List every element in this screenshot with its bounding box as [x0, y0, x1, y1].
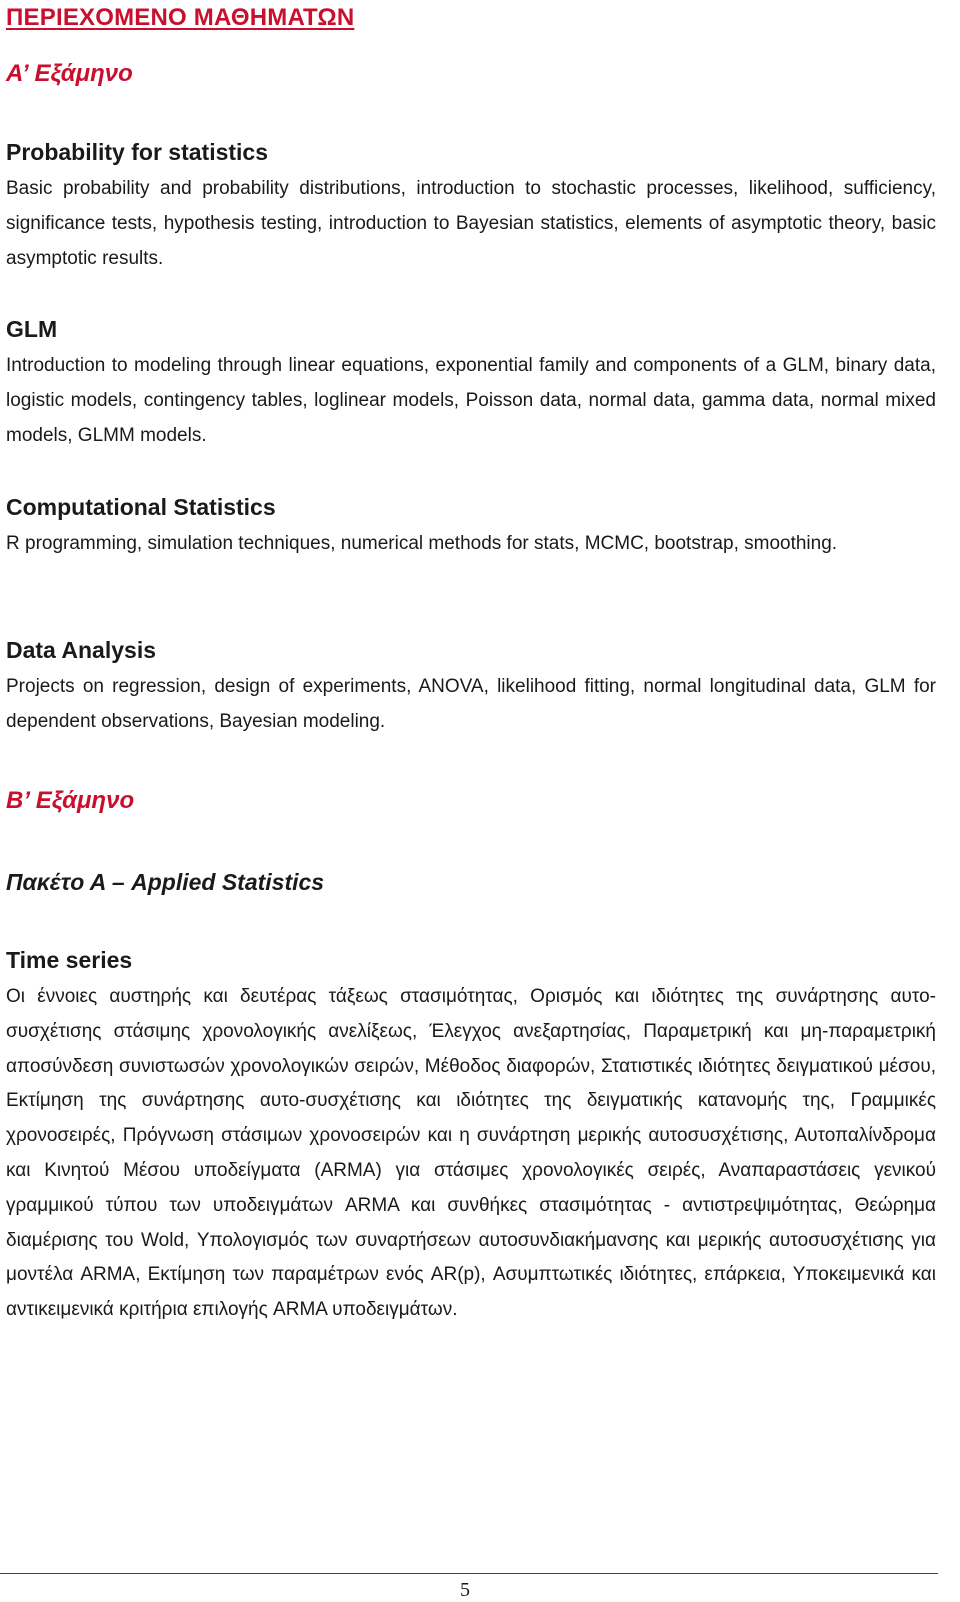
course-title: Computational Statistics — [6, 494, 276, 520]
document-title: ΠΕΡΙΕΧΟΜΕΝΟ ΜΑΘΗΜΑΤΩΝ — [6, 4, 355, 31]
course-description: R programming, simulation techniques, numerical methods for stats, MCMC, bootstrap, smoothing. — [6, 533, 838, 554]
course-data-analysis — [6, 634, 936, 740]
course-description: Basic probability and probability distributions, introduction to stochastic processes, likelihood, sufficiency, significance tests, hypothesis testing, introduction to Bayesian statistics, elements of asymptotic theory, basic asymptotic results. — [6, 178, 936, 269]
course-description: Οι έννοιες αυστηρής και δευτέρας τάξεως στασιμότητας, Ορισμός και ιδιότητες της συνάρτησης αυτο-συσχέτισης στάσιμης χρονολογικής ανελίξεως, Έλεγχος ανεξαρτησίας, Παραμετρική και μη-παραμετρική αποσύνδεση συνιστωσών χρονολογικών σειρών, Μέθοδος διαφορών, Στατιστικές ιδιότητες δειγματικού μέσου, Εκτίμηση της συνάρτησης αυτο-συσχέτισης και ιδιότητες της δειγματικής κατανομής της, Γραμμικές χρονοσειρές, Πρόγνωση στάσιμων χρονοσειρών και η συνάρτηση μερικής αυτοσυσχέτισης, Αυτοπαλίνδρομα και Κινητού Μέσου υποδείγματα (ARMA) για στάσιμες χρονολογικές σειρές, Αναπαραστάσεις γενικού γραμμικού τύπου των υποδειγμάτων ARMA και συνθήκες στασιμότητας - αντιστρεψιμότητας, Θεώρημα διαμέρισης του Wold, Υπολογισμός των συναρτήσεων αυτοσυνδιακήμανσης και μερικής αυτοσυσχέτισης για μοντέλα ARMA, Εκτίμηση των παραμέτρων ενός AR(p), Ασυμπτωτικές ιδιότητες, επάρκεια, Υποκειμενικά και αντικειμενικά κριτήρια επιλογής ARMA υποδειγμάτων. — [6, 986, 936, 1321]
course-title: Data Analysis — [6, 637, 156, 663]
footer-divider — [0, 1573, 938, 1574]
course-title: Probability for statistics — [6, 139, 269, 165]
course-title: Time series — [6, 947, 133, 973]
semester-a-heading: Α’ Εξάμηνο — [6, 60, 133, 87]
course-computational-statistics — [6, 491, 936, 562]
course-description: Introduction to modeling through linear equations, exponential family and components of a GLM, binary data, logistic models, contingency tables, loglinear models, Poisson data, normal data, gamma data, normal mixed models, GLMM models. — [6, 355, 936, 446]
course-glm — [6, 313, 936, 453]
semester-b-heading: Β’ Εξάμηνο — [6, 787, 135, 814]
course-title: GLM — [6, 316, 58, 342]
course-probability — [6, 136, 936, 276]
course-description: Projects on regression, design of experiments, ANOVA, likelihood fitting, normal longitudinal data, GLM for dependent observations, Bayesian modeling. — [6, 676, 936, 732]
course-time-series — [6, 944, 936, 1328]
page-number: 5 — [460, 1579, 470, 1601]
package-heading: Πακέτο Α – Applied Statistics — [6, 869, 325, 895]
